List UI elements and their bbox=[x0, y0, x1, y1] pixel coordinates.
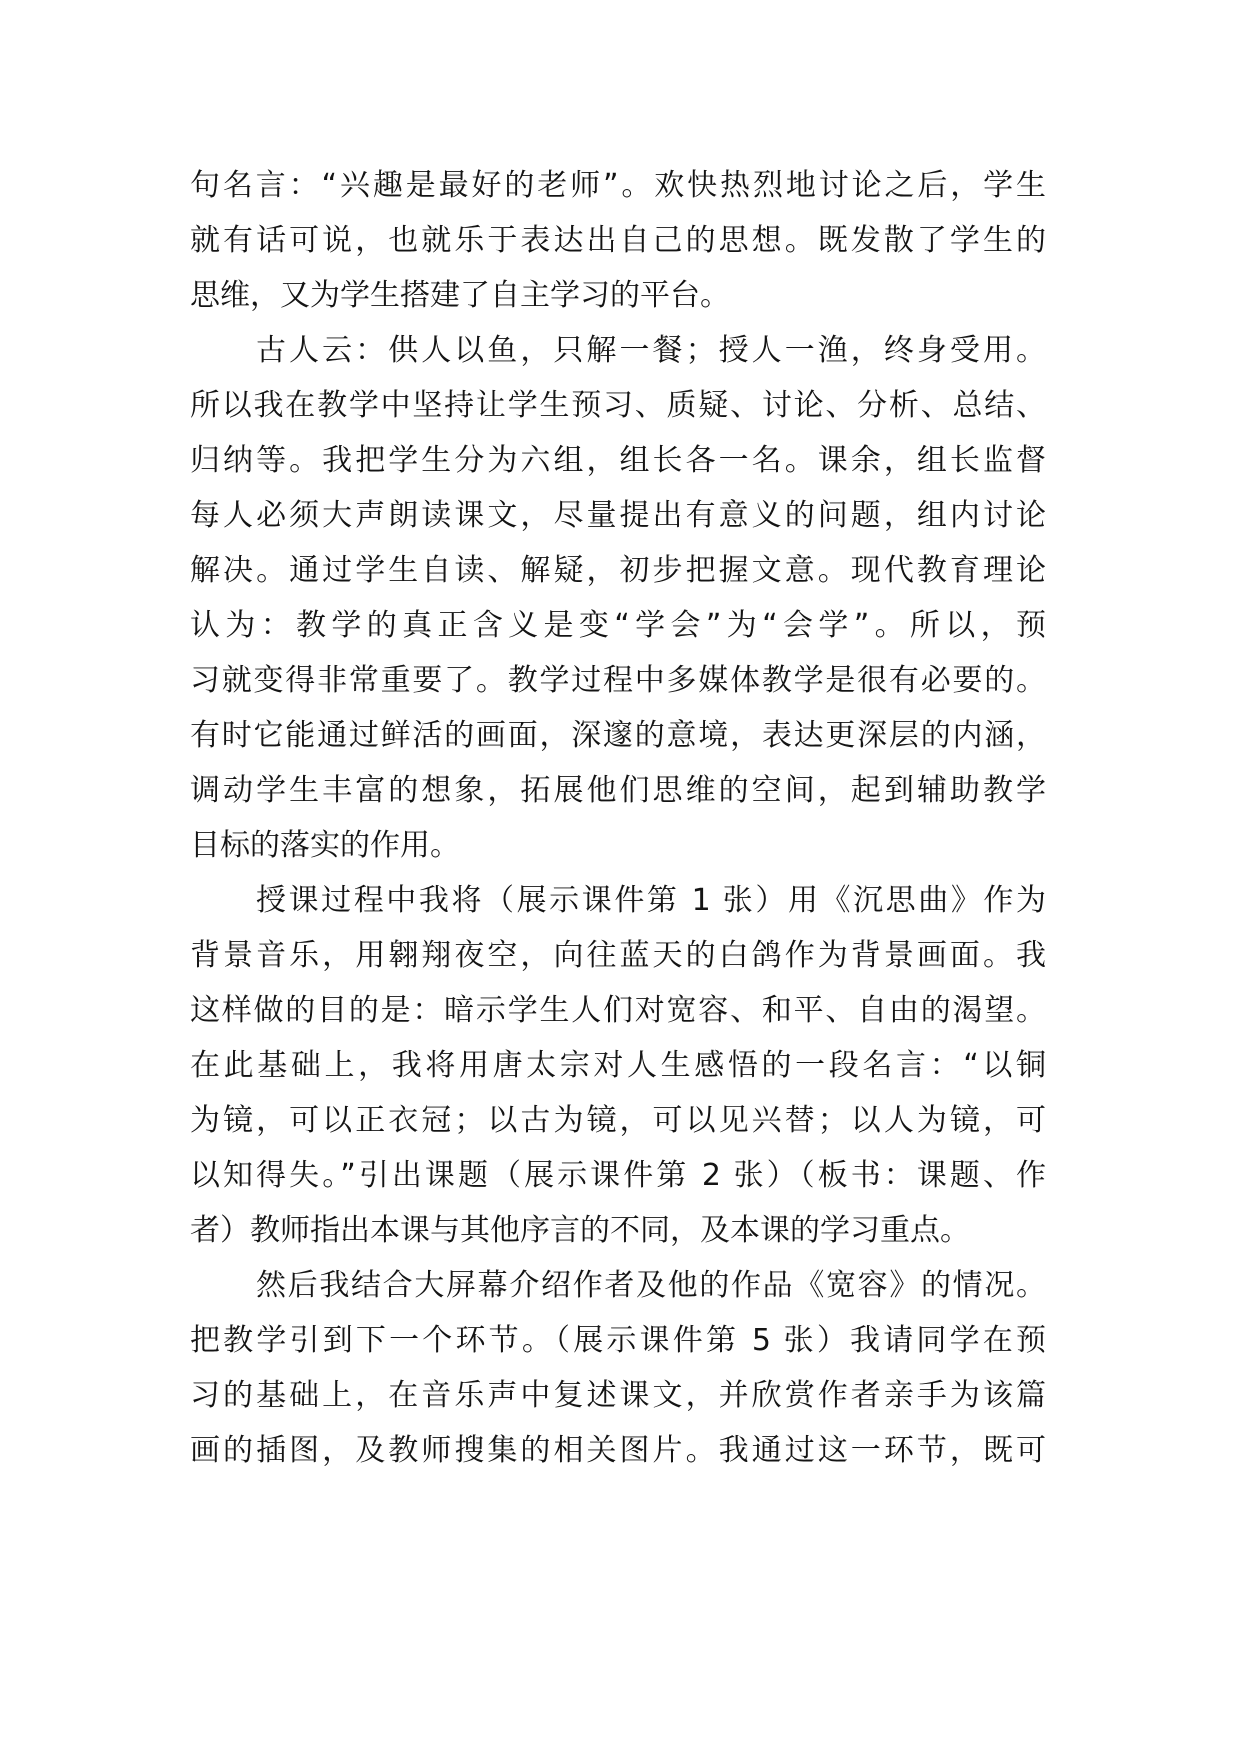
paragraph-line: 认为：教学的真正含义是变“学会”为“会学”。所以，预 bbox=[190, 608, 1046, 643]
paragraph-line: 目标的落实的作用。 bbox=[190, 828, 460, 863]
paragraph-line: 然后我结合大屏幕介绍作者及他的作品《宽容》的情况。 bbox=[256, 1268, 1046, 1303]
paragraph-line: 每人必须大声朗读课文，尽量提出有意义的问题，组内讨论 bbox=[190, 498, 1046, 533]
paragraph-line: 在此基础上，我将用唐太宗对人生感悟的一段名言：“以铜 bbox=[190, 1048, 1046, 1083]
paragraph-line: 以知得失。”引出课题（展示课件第 2 张）（板书：课题、作 bbox=[190, 1158, 1046, 1193]
paragraph-line: 就有话可说，也就乐于表达出自己的思想。既发散了学生的 bbox=[190, 223, 1046, 258]
paragraph-line: 授课过程中我将（展示课件第 1 张）用《沉思曲》作为 bbox=[256, 883, 1046, 918]
paragraph-line: 句名言：“兴趣是最好的老师”。欢快热烈地讨论之后，学生 bbox=[190, 168, 1046, 203]
paragraph-line: 所以我在教学中坚持让学生预习、质疑、讨论、分析、总结、 bbox=[190, 388, 1046, 423]
paragraph-line: 把教学引到下一个环节。（展示课件第 5 张）我请同学在预 bbox=[190, 1323, 1046, 1358]
paragraph-line: 古人云：供人以鱼，只解一餐；授人一渔，终身受用。 bbox=[256, 333, 1046, 368]
paragraph-line: 习的基础上，在音乐声中复述课文，并欣赏作者亲手为该篇 bbox=[190, 1378, 1046, 1413]
paragraph-line: 画的插图，及教师搜集的相关图片。我通过这一环节，既可 bbox=[190, 1433, 1046, 1468]
body-text bbox=[190, 158, 1046, 1478]
paragraph-line: 归纳等。我把学生分为六组，组长各一名。课余，组长监督 bbox=[190, 443, 1046, 478]
paragraph-line: 思维，又为学生搭建了自主学习的平台。 bbox=[190, 278, 730, 313]
paragraph-line: 习就变得非常重要了。教学过程中多媒体教学是很有必要的。 bbox=[190, 663, 1046, 698]
paragraph-line: 这样做的目的是：暗示学生人们对宽容、和平、自由的渴望。 bbox=[190, 993, 1046, 1028]
paragraph-line: 者）教师指出本课与其他序言的不同，及本课的学习重点。 bbox=[190, 1213, 970, 1248]
paragraph-line: 为镜，可以正衣冠；以古为镜，可以见兴替；以人为镜，可 bbox=[190, 1103, 1046, 1138]
paragraph-line: 背景音乐，用翱翔夜空，向往蓝天的白鸽作为背景画面。我 bbox=[190, 938, 1046, 973]
paragraph-line: 调动学生丰富的想象，拓展他们思维的空间，起到辅助教学 bbox=[190, 773, 1046, 808]
paragraph-line: 解决。通过学生自读、解疑，初步把握文意。现代教育理论 bbox=[190, 553, 1046, 588]
paragraph-line: 有时它能通过鲜活的画面，深邃的意境，表达更深层的内涵， bbox=[190, 718, 1046, 753]
